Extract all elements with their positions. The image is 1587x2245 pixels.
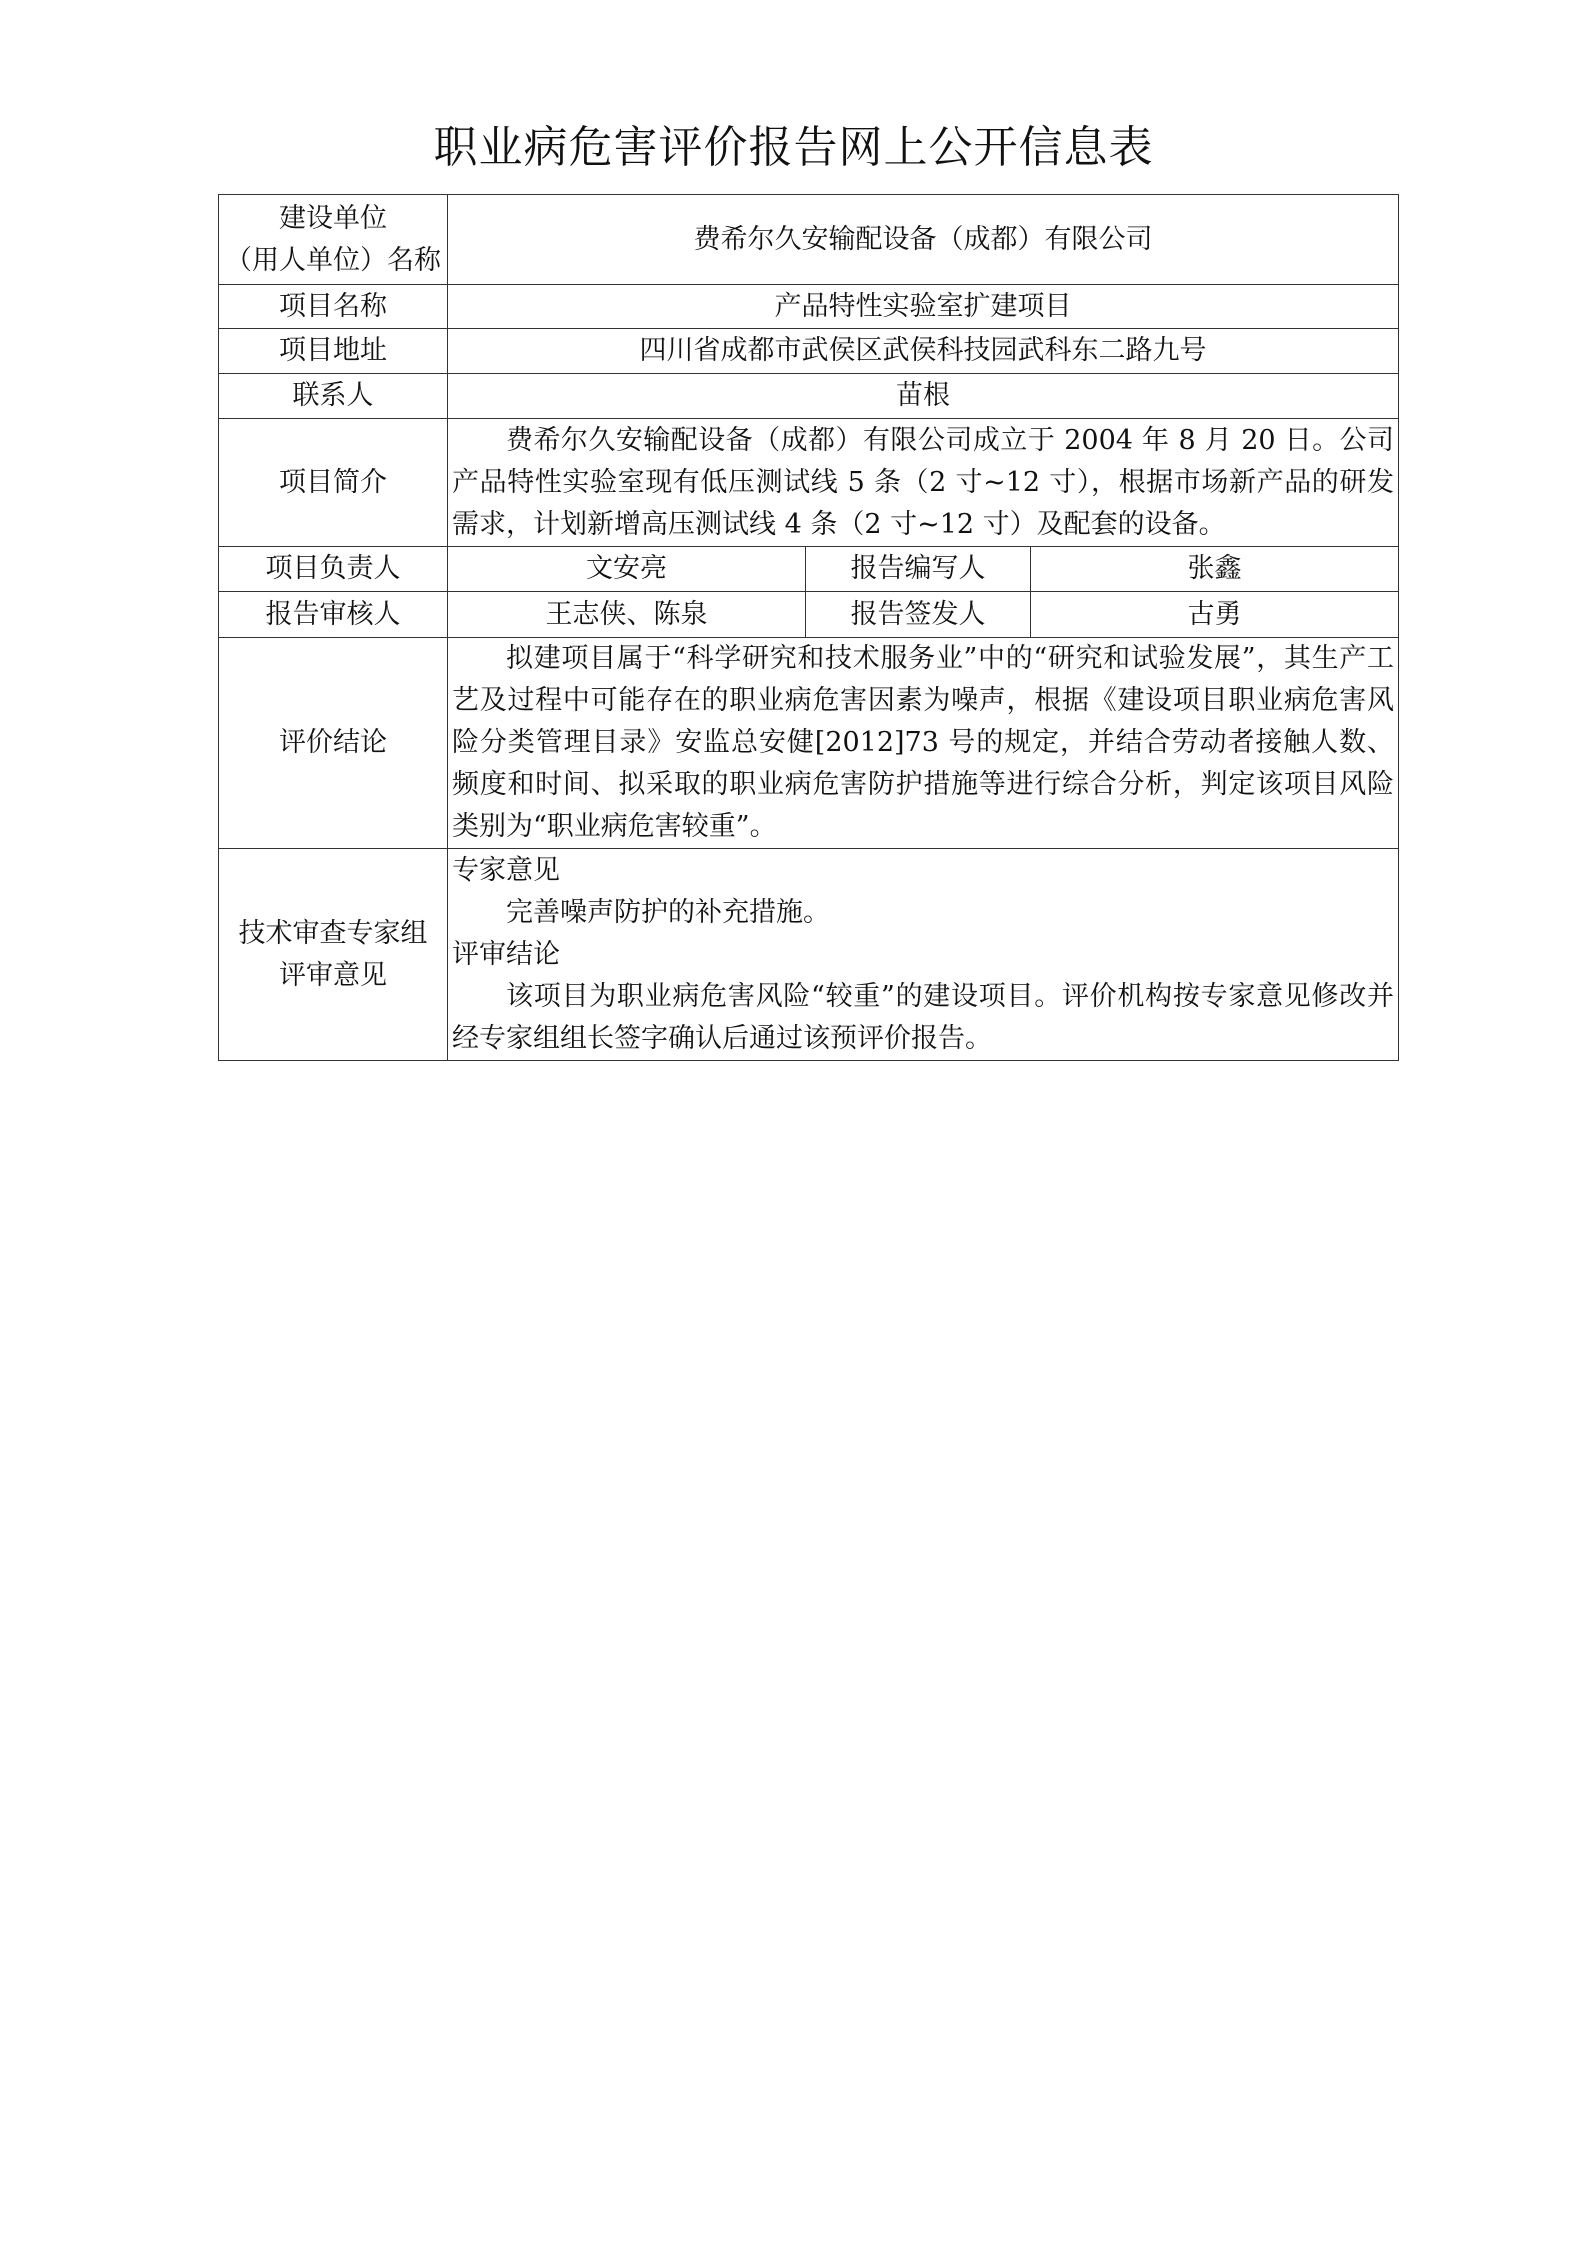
row-expert: [219, 849, 1399, 1061]
unit-value: 费希尔久安输配设备（成都）有限公司: [448, 195, 1399, 285]
writer-value: 张鑫: [1031, 547, 1399, 592]
row-conclusion: [219, 638, 1399, 849]
conclusion-cell: [448, 638, 1399, 849]
conclusion-label: 评价结论: [219, 638, 448, 849]
unit-label: [219, 195, 448, 285]
expert-opinion-heading: 专家意见: [452, 854, 560, 886]
page-title: 职业病危害评价报告网上公开信息表: [433, 122, 1154, 173]
expert-label-line1: 技术审查专家组: [238, 917, 428, 949]
reviewer-label: 报告审核人: [219, 592, 448, 638]
row-project-address: [219, 329, 1399, 374]
reviewer-value: 王志侠、陈泉: [448, 592, 806, 638]
review-conclusion-heading: 评审结论: [452, 938, 560, 970]
responsible-label: 项目负责人: [219, 547, 448, 592]
project-name-label: 项目名称: [219, 285, 448, 329]
contact-value: 苗根: [448, 374, 1399, 419]
row-contact: [219, 374, 1399, 419]
writer-label: 报告编写人: [806, 547, 1031, 592]
row-summary: [219, 419, 1399, 547]
responsible-value: 文安亮: [448, 547, 806, 592]
expert-opinion-text: 完善噪声防护的补充措施。: [506, 896, 830, 928]
summary-label: 项目简介: [219, 419, 448, 547]
row-project-name: [219, 285, 1399, 329]
summary-text: 费希尔久安输配设备（成都）有限公司成立于 2004 年 8 月 20 日。公司产品特性实验室现有低压测试线 5 条（2 寸~12 寸），根据市场新产品的研发需求，计划新增高压测试线 4 条（2 寸~12 寸）及配套的设备。: [452, 424, 1394, 540]
unit-label-line1: 建设单位: [279, 202, 387, 234]
contact-label: 联系人: [219, 374, 448, 419]
row-unit: [219, 195, 1399, 285]
expert-label: [219, 849, 448, 1061]
project-address-value: 四川省成都市武侯区武侯科技园武科东二路九号: [448, 329, 1399, 374]
expert-label-line2: 评审意见: [279, 959, 387, 991]
info-table: [218, 194, 1399, 1061]
summary-cell: [448, 419, 1399, 547]
issuer-value: 古勇: [1031, 592, 1399, 638]
review-conclusion-text: 该项目为职业病危害风险“较重”的建设项目。评价机构按专家意见修改并经专家组组长签字确认后通过该预评价报告。: [452, 980, 1394, 1054]
row-reviewer: [219, 592, 1399, 638]
issuer-label: 报告签发人: [806, 592, 1031, 638]
expert-cell: [448, 849, 1399, 1061]
conclusion-text: 拟建项目属于“科学研究和技术服务业”中的“研究和试验发展”，其生产工艺及过程中可能存在的职业病危害因素为噪声，根据《建设项目职业病危害风险分类管理目录》安监总安健[2012]73 号的规定，并结合劳动者接触人数、频度和时间、拟采取的职业病危害防护措施等进行综合分析，判定该项目风险类别为“职业病危害较重”。: [452, 643, 1394, 842]
project-name-value: 产品特性实验室扩建项目: [448, 285, 1399, 329]
row-responsible: [219, 547, 1399, 592]
project-address-label: 项目地址: [219, 329, 448, 374]
unit-label-line2: （用人单位）名称: [225, 244, 441, 276]
